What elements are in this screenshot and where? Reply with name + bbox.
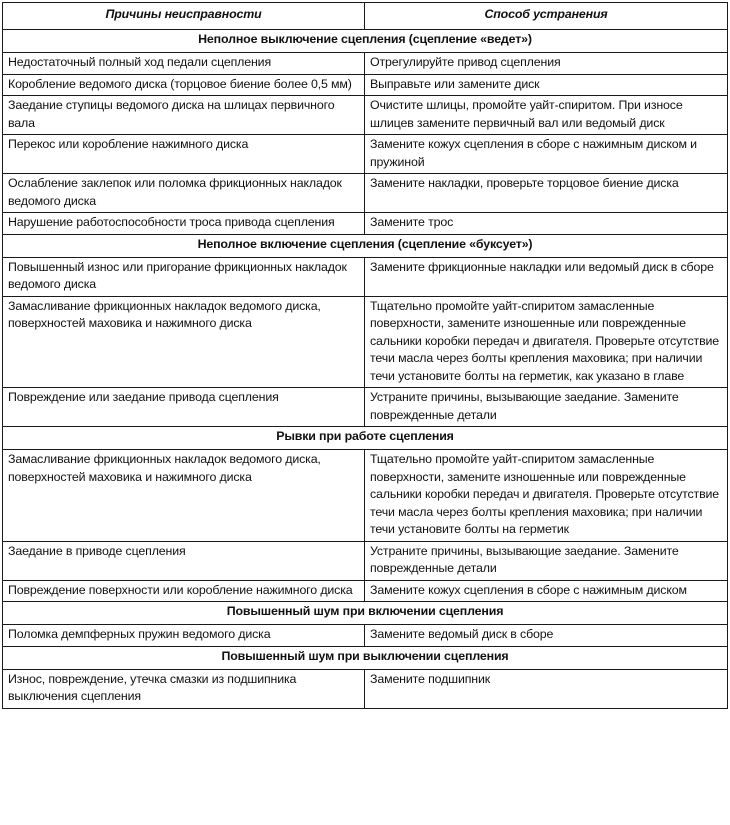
table-row: [3, 74, 728, 96]
table-row: [3, 96, 728, 135]
remedy-cell: Устраните причины, вызывающие заедание. Замените поврежденные детали: [365, 541, 728, 580]
remedy-cell: Замените кожух сцепления в сборе с нажимным диском и пружиной: [365, 135, 728, 174]
section-row: [3, 427, 728, 450]
section-title: Повышенный шум при включении сцепления: [3, 602, 728, 625]
table-row: [3, 257, 728, 296]
remedy-cell: Замените накладки, проверьте торцовое биение диска: [365, 174, 728, 213]
cause-cell: Замасливание фрикционных накладок ведомого диска, поверхностей маховика и нажимного диска: [3, 450, 365, 542]
table-row: [3, 53, 728, 75]
cause-cell: Повышенный износ или пригорание фрикционных накладок ведомого диска: [3, 257, 365, 296]
header-cause: Причины неисправности: [3, 3, 365, 30]
cause-cell: Коробление ведомого диска (торцовое биение более 0,5 мм): [3, 74, 365, 96]
cause-cell: Износ, повреждение, утечка смазки из подшипника выключения сцепления: [3, 669, 365, 708]
cause-cell: Повреждение поверхности или коробление нажимного диска: [3, 580, 365, 602]
table-row: [3, 580, 728, 602]
section-row: [3, 646, 728, 669]
remedy-cell: Замените подшипник: [365, 669, 728, 708]
remedy-cell: Замените трос: [365, 213, 728, 235]
remedy-cell: Тщательно промойте уайт-спиритом замасленные поверхности, замените изношенные или поврежденные сальники коробки передач и двигателя. Проверьте отсутствие течи масла через болты крепления маховика; при наличии течи установите болты на герметик: [365, 450, 728, 542]
table-row: [3, 388, 728, 427]
cause-cell: Ослабление заклепок или поломка фрикционных накладок ведомого диска: [3, 174, 365, 213]
remedy-cell: Отрегулируйте привод сцепления: [365, 53, 728, 75]
table-row: [3, 669, 728, 708]
section-title: Неполное включение сцепления (сцепление «буксует»): [3, 234, 728, 257]
table-row: [3, 296, 728, 388]
section-title: Неполное выключение сцепления (сцепление «ведет»): [3, 30, 728, 53]
fault-table: [2, 2, 728, 709]
cause-cell: Повреждение или заедание привода сцепления: [3, 388, 365, 427]
table-row: [3, 174, 728, 213]
header-row: [3, 3, 728, 30]
table-row: [3, 541, 728, 580]
remedy-cell: Очистите шлицы, промойте уайт-спиритом. При износе шлицев замените первичный вал или ведомый диск: [365, 96, 728, 135]
section-row: [3, 602, 728, 625]
table-row: [3, 625, 728, 647]
section-row: [3, 30, 728, 53]
cause-cell: Замасливание фрикционных накладок ведомого диска, поверхностей маховика и нажимного диска: [3, 296, 365, 388]
cause-cell: Недостаточный полный ход педали сцепления: [3, 53, 365, 75]
remedy-cell: Тщательно промойте уайт-спиритом замасленные поверхности, замените изношенные или поврежденные сальники коробки передач и двигателя. Проверьте отсутствие течи масла через болты крепления маховика; при наличии течи установите болты на герметик, как указано в главе: [365, 296, 728, 388]
remedy-cell: Выправьте или замените диск: [365, 74, 728, 96]
cause-cell: Поломка демпферных пружин ведомого диска: [3, 625, 365, 647]
remedy-cell: Замените фрикционные накладки или ведомый диск в сборе: [365, 257, 728, 296]
table-row: [3, 213, 728, 235]
cause-cell: Перекос или коробление нажимного диска: [3, 135, 365, 174]
remedy-cell: Замените ведомый диск в сборе: [365, 625, 728, 647]
header-remedy: Способ устранения: [365, 3, 728, 30]
section-row: [3, 234, 728, 257]
table-row: [3, 135, 728, 174]
cause-cell: Нарушение работоспособности троса привода сцепления: [3, 213, 365, 235]
section-title: Повышенный шум при выключении сцепления: [3, 646, 728, 669]
table-row: [3, 450, 728, 542]
remedy-cell: Устраните причины, вызывающие заедание. Замените поврежденные детали: [365, 388, 728, 427]
remedy-cell: Замените кожух сцепления в сборе с нажимным диском: [365, 580, 728, 602]
cause-cell: Заедание в приводе сцепления: [3, 541, 365, 580]
section-title: Рывки при работе сцепления: [3, 427, 728, 450]
cause-cell: Заедание ступицы ведомого диска на шлицах первичного вала: [3, 96, 365, 135]
